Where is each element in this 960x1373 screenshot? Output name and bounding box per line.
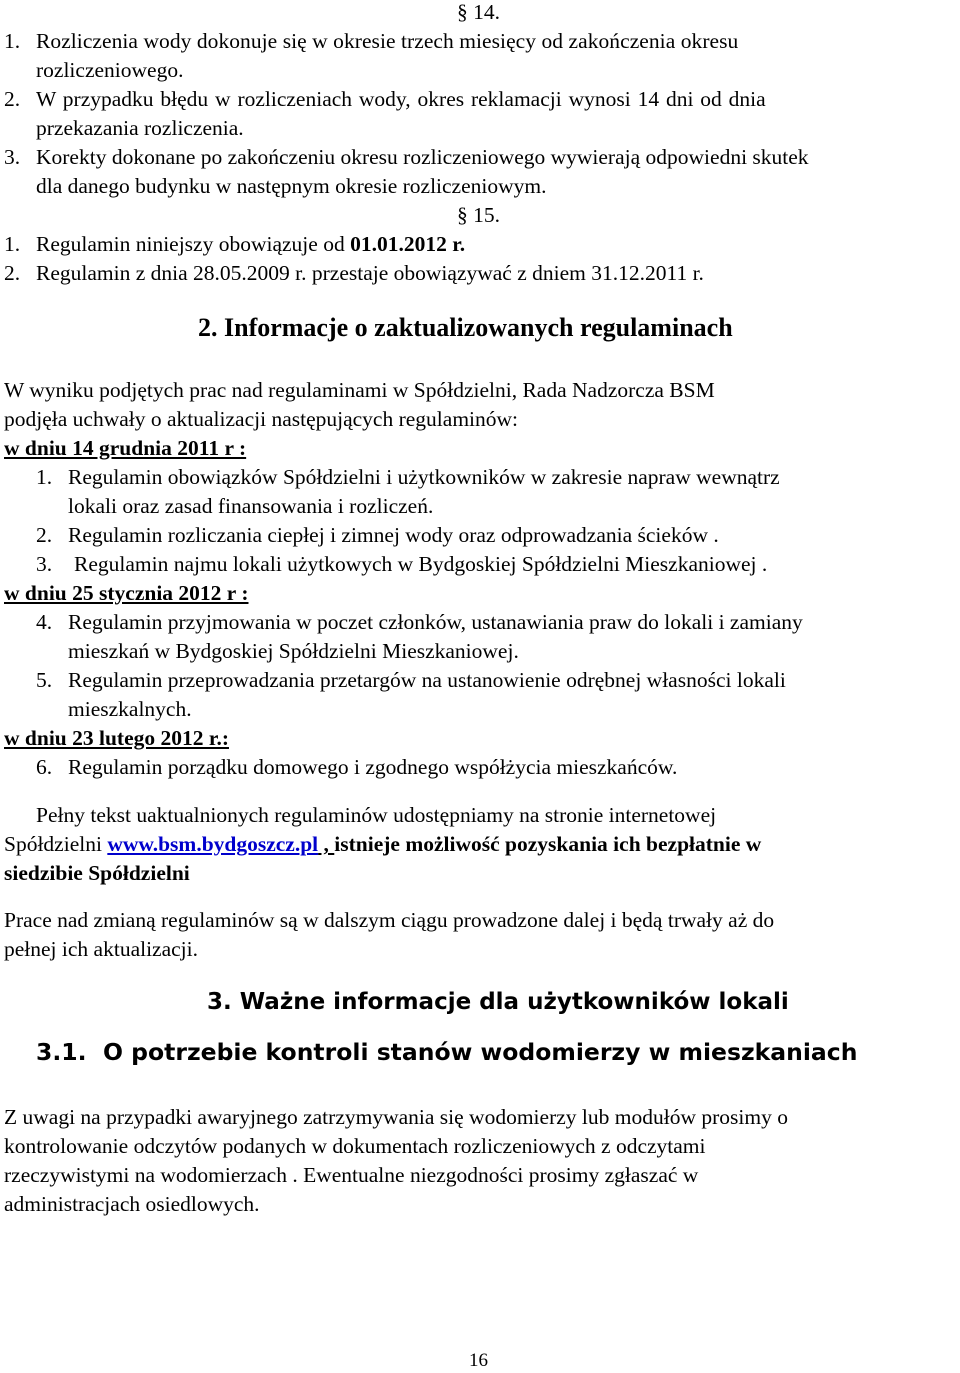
regulation-item-6-text: Regulamin porządku domowego i zgodnego współżycia mieszkańców. — [68, 755, 678, 779]
meter-notice-line-1: Z uwagi na przypadki awaryjnego zatrzymywania się wodomierzy lub modułów prosimy o — [4, 1105, 788, 1129]
fulltext-bold-text: istnieje możliwość pozyskania ich bezpłatnie w — [334, 832, 762, 856]
section-3-heading: 3. Ważne informacje dla użytkowników lokali — [207, 989, 789, 1015]
meter-notice-line-3: rzeczywistymi na wodomierzach . Ewentualne niezgodności prosimy zgłaszać w — [4, 1163, 699, 1187]
sec14-item-1-line-2: rozliczeniowego. — [36, 58, 184, 82]
sec15-item-2-text: Regulamin z dnia 28.05.2009 r. przestaje obowiązywać z dniem 31.12.2011 r. — [36, 261, 704, 285]
sec14-item-2-line-1: W przypadku błędu w rozliczeniach wody, okres reklamacji wynosi 14 dni od dnia — [36, 87, 766, 111]
section-15-heading: § 15. — [457, 203, 500, 227]
regulation-item-5-number: 5. — [36, 668, 53, 692]
fulltext-line-3: siedzibie Spółdzielni — [4, 861, 190, 885]
regulation-item-5-line-1: Regulamin przeprowadzania przetargów na ustanowienie odrębnej własności lokali — [68, 668, 786, 692]
sec14-item-3-line-2: dla danego budynku w następnym okresie rozliczeniowym. — [36, 174, 547, 198]
date-heading-25-stycznia: w dniu 25 stycznia 2012 r : — [4, 581, 249, 605]
sec14-item-2-line-2: przekazania rozliczenia. — [36, 116, 244, 140]
ongoing-work-line-1: Prace nad zmianą regulaminów są w dalszym ciągu prowadzone dalej i będą trwały aż do — [4, 908, 775, 932]
fulltext-line-1: Pełny tekst uaktualnionych regulaminów udostępniamy na stronie internetowej — [36, 803, 717, 827]
regulation-item-4-line-2: mieszkań w Bydgoskiej Spółdzielni Mieszkaniowej. — [68, 639, 519, 663]
sec14-item-2-number: 2. — [4, 87, 21, 111]
regulation-item-5-line-2: mieszkalnych. — [68, 697, 192, 721]
regulation-item-2-text: Regulamin rozliczania ciepłej i zimnej wody oraz odprowadzania ścieków . — [68, 523, 719, 547]
website-link[interactable]: www.bsm.bydgoszcz.pl — [107, 832, 319, 856]
meter-notice-line-2: kontrolowanie odczytów podanych w dokumentach rozliczeniowych z odczytami — [4, 1134, 706, 1158]
date-heading-23-lutego: w dniu 23 lutego 2012 r.: — [4, 726, 229, 750]
regulation-item-1-line-2: lokali oraz zasad finansowania i rozliczeń. — [68, 494, 434, 518]
regulation-item-6-number: 6. — [36, 755, 53, 779]
sec14-item-3-number: 3. — [4, 145, 21, 169]
fulltext-separator: , — [318, 832, 335, 856]
regulation-item-1-number: 1. — [36, 465, 53, 489]
fulltext-line-2 — [4, 834, 761, 856]
sec14-item-1-line-1: Rozliczenia wody dokonuje się w okresie trzech miesięcy od zakończenia okresu — [36, 29, 739, 53]
regulation-item-4-line-1: Regulamin przyjmowania w poczet członków, ustanawiania praw do lokali i zamiany — [68, 610, 803, 634]
regulation-item-2-number: 2. — [36, 523, 53, 547]
date-heading-14-grudnia: w dniu 14 grudnia 2011 r : — [4, 436, 247, 460]
section-2-intro-line-1: W wyniku podjętych prac nad regulaminami w Spółdzielni, Rada Nadzorcza BSM — [4, 378, 715, 402]
subsection-3-1-title: O potrzebie kontroli stanów wodomierzy w mieszkaniach — [103, 1038, 858, 1066]
section-2-intro-line-2: podjęła uchwały o aktualizacji następujących regulaminów: — [4, 407, 519, 431]
page-number: 16 — [469, 1350, 488, 1371]
sec15-item-2-number: 2. — [4, 261, 21, 285]
ongoing-work-line-2: pełnej ich aktualizacji. — [4, 937, 199, 961]
subsection-3-1-number: 3.1. — [36, 1038, 87, 1066]
sec15-item-1 — [36, 234, 465, 256]
regulation-item-3-number: 3. — [36, 552, 53, 576]
fulltext-prefix: Spółdzielni — [4, 832, 108, 856]
sec14-item-1-number: 1. — [4, 29, 21, 53]
regulation-item-3-text: Regulamin najmu lokali użytkowych w Bydgoskiej Spółdzielni Mieszkaniowej . — [74, 552, 768, 576]
sec14-item-3-line-1: Korekty dokonane po zakończeniu okresu rozliczeniowego wywierają odpowiedni skutek — [36, 145, 809, 169]
regulation-item-4-number: 4. — [36, 610, 53, 634]
regulation-item-1-line-1: Regulamin obowiązków Spółdzielni i użytkowników w zakresie napraw wewnątrz — [68, 465, 780, 489]
section-14-heading: § 14. — [457, 0, 500, 24]
sec15-item-1-date: 01.01.2012 r. — [350, 232, 466, 256]
section-2-heading: 2. Informacje o zaktualizowanych regulaminach — [198, 313, 733, 342]
sec15-item-1-number: 1. — [4, 232, 21, 256]
meter-notice-line-4: administracjach osiedlowych. — [4, 1192, 260, 1216]
sec15-item-1-text: Regulamin niniejszy obowiązuje od — [36, 232, 351, 256]
